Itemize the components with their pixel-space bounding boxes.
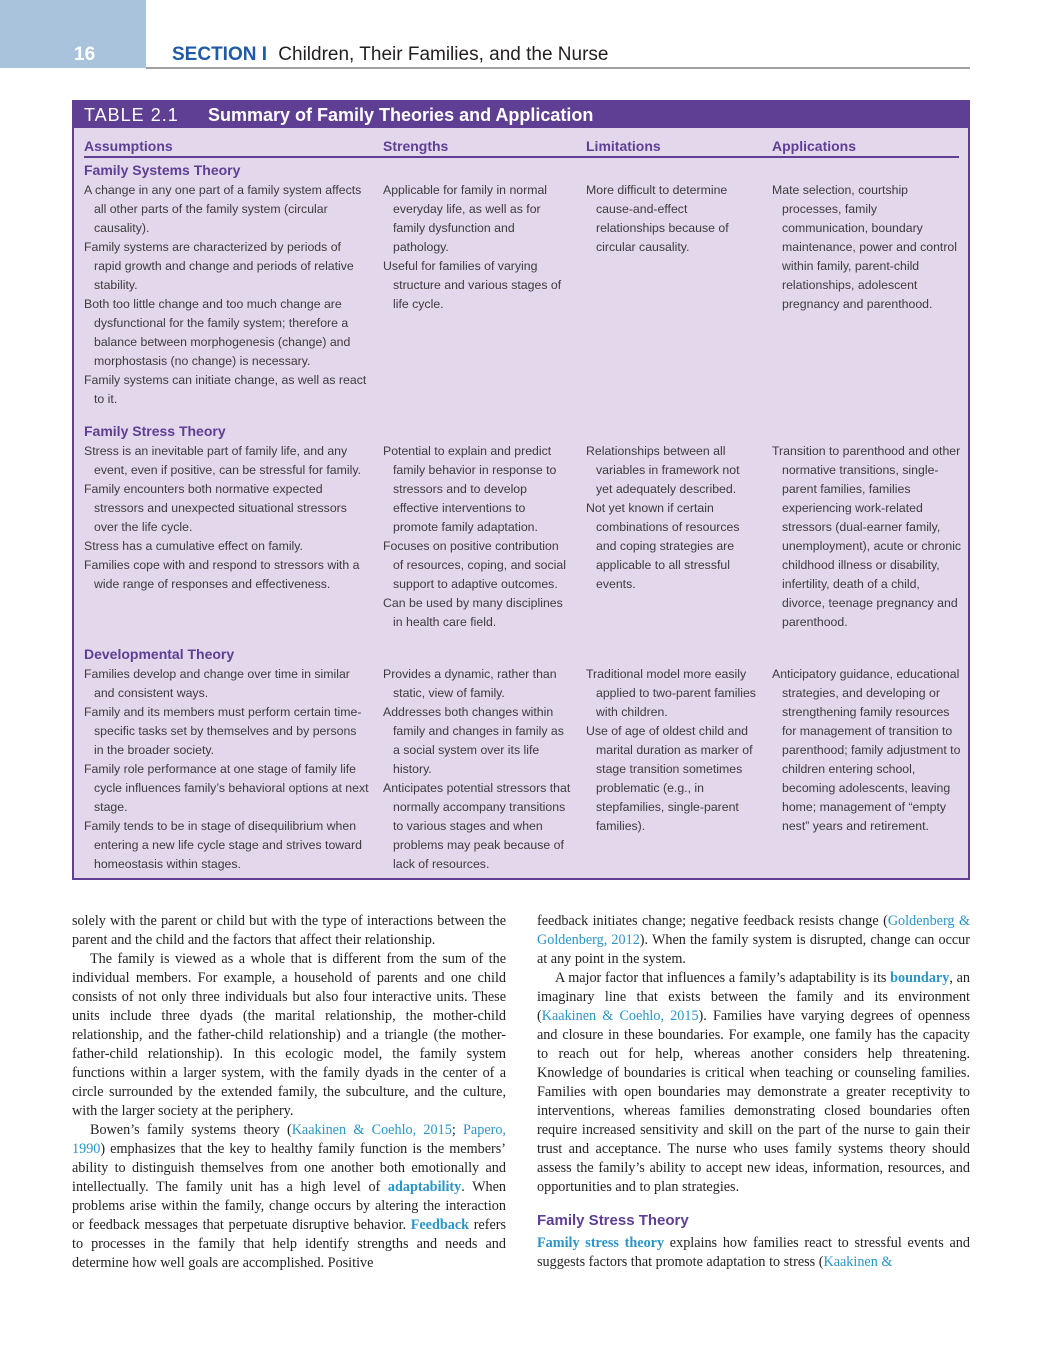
text-run: refers to processes in the family that help identify strengths and needs and determine how well goals are accomplished. Positive [72,1217,506,1271]
list-item: Focuses on positive contribution of resources, coping, and social support to adaptive outcomes. [383,539,566,591]
list-item: Addresses both changes within family and changes in family as a social system over its life history. [383,705,564,776]
col-head-assumptions: Assumptions [84,138,173,154]
strengths-cell [383,665,571,874]
text-run: A major factor that influences a family’s adaptability is its [555,970,891,986]
citation-link[interactable]: Papero, 1990 [72,1122,506,1157]
header-rule [146,67,970,69]
paragraph [537,1234,970,1272]
list-item: Family systems are characterized by periods of rapid growth and change and periods of relative stability. [84,240,354,292]
list-item: A change in any one part of a family system affects all other parts of the family system (circular causality). [84,183,362,235]
list-item: Not yet known if certain combinations of resources and coping strategies are applicable to all stressful events. [586,501,740,591]
page-number-tab [0,0,146,68]
assumptions-cell [84,181,369,409]
paragraph: solely with the parent or child but with the type of interactions between the parent and the child and the factors that affect their relationship. [72,913,506,948]
list-item: Family tends to be in stage of disequilibrium when entering a new life cycle stage and strives toward homeostasis within stages. [84,819,362,871]
citation-link[interactable]: Kaakinen & [823,1254,893,1270]
assumptions-cell [84,665,369,874]
table-number: TABLE 2.1 [84,105,179,125]
list-item: Anticipatory guidance, educational strategies, and developing or strengthening family resources for management of transition to parenthood; family adjustment to children entering school, becoming adolescents, leaving home; management of “empty nest” years and retirement. [772,667,961,833]
text-run: Bowen’s family systems theory ( [90,1122,292,1138]
paragraph: The family is viewed as a whole that is different from the sum of the individual members. For example, a household of parents and one child consists of not only three individuals but also four interactive units. These units include three dyads (the marital relationship, the mother-child relationship, and the father-child relationship) and a triangle (the mother-father-child relationship). In this ecologic model, the family system functions within a larger system, with the family dyads in the center of a circle surrounded by the extended family, the subculture, and the culture, with the larger society at the periphery. [72,951,506,1119]
list-item: More difficult to determine cause-and-effect relationships because of circular causality. [586,183,729,254]
paragraph [72,1121,506,1273]
limitations-cell [586,442,758,594]
glossary-term[interactable]: Feedback [410,1217,470,1233]
glossary-term[interactable]: boundary [890,970,950,986]
citation-link[interactable]: Goldenberg & Goldenberg, 2012 [537,913,970,948]
list-item: Families develop and change over time in similar and consistent ways. [84,667,350,700]
col-head-limitations: Limitations [586,138,661,154]
applications-cell [772,442,962,632]
list-item: Traditional model more easily applied to two-parent families with children. [586,667,756,719]
theory-heading: Developmental Theory [84,646,235,662]
paragraph [537,969,970,1197]
list-item: Useful for families of varying structure and various stages of life cycle. [383,259,562,311]
applications-cell [772,181,962,314]
body-column-left [72,912,506,1273]
text-run: feedback initiates change; negative feedback resists change ( [537,913,888,929]
list-item: Can be used by many disciplines in health care field. [383,596,563,629]
list-item: Applicable for family in normal everyday life, as well as for family dysfunction and pathology. [383,183,548,254]
running-head [172,44,608,66]
list-item: Family encounters both normative expected stressors and unexpected situational stressors over the life cycle. [84,482,347,534]
table-header-bar [74,102,968,128]
list-item: Potential to explain and predict family behavior in response to stressors and to develop effective interventions to promote family adaptation. [383,444,557,534]
list-item: Relationships between all variables in framework not yet adequately described. [586,444,740,496]
list-item: Anticipates potential stressors that normally accompany transitions to various stages and when problems may peak because of lack of resources. [383,781,571,871]
list-item: Family and its members must perform certain time-specific tasks set by themselves and by persons in the broader society. [84,705,362,757]
limitations-cell [586,181,758,257]
body-column-right [537,912,970,1272]
theories-table [72,100,970,880]
citation-link[interactable]: Kaakinen & Coehlo, 2015 [291,1122,452,1138]
list-item: Family systems can initiate change, as well as react to it. [84,373,367,406]
page-number: 16 [74,44,96,65]
text-run: ). Families have varying degrees of openness and closure in these boundaries. For example, one family has the capacity to reach out for help, whereas another considers help threatening. Knowledge of boundaries is critical when teaching or counseling families. Families with open boundaries may demonstrate a greater receptivity to interventions, whereas families demonstrating closed boundaries often require increased sensitivity and skill on the part of the nurse to gain their trust and acceptance. The nurse who uses family systems theory should assess the family’s ability to accept new ideas, information, resources, and opportunities and to plan strategies. [537,1008,970,1195]
list-item: Family role performance at one stage of family life cycle influences family’s behavioral options at next stage. [84,762,369,814]
strengths-cell [383,442,571,632]
list-item: Families cope with and respond to stressors with a wide range of responses and effectiveness. [84,558,360,591]
list-item: Stress is an inevitable part of family life, and any event, even if positive, can be stressful for family. [84,444,362,477]
text-run: explains how families react to stressful events and suggests factors that promote adaptation to stress ( [537,1235,970,1270]
text-run: ) emphasizes that the key to healthy family function is the members’ ability to distinguish themselves from one another both emotionally and intellectually. The family unit has a high level of [72,1141,506,1195]
text-run: , an imaginary line that exists between the family and its environment ( [537,970,970,1024]
col-head-applications: Applications [772,138,857,154]
applications-cell [772,665,962,836]
list-item: Provides a dynamic, rather than static, view of family. [383,667,557,700]
glossary-term[interactable]: Family stress theory [537,1235,665,1251]
strengths-cell [383,181,571,314]
list-item: Use of age of oldest child and marital duration as marker of stage transition sometimes problematic (e.g., in stepfamilies, single-parent families). [586,724,753,833]
table-title: Summary of Family Theories and Application [208,105,594,125]
text-run: . When problems arise within the family, change occurs by altering the interaction or feedback messages that perpetuate disruptive behavior. [72,1179,506,1233]
list-item: Both too little change and too much change are dysfunctional for the family system; therefore a balance between morphogenesis (change) and morphostasis (no change) is necessary. [84,297,351,368]
list-item: Stress has a cumulative effect on family. [84,539,303,553]
section-heading: Family Stress Theory [537,1212,689,1229]
text-run: ; [451,1122,464,1138]
section-title: Children, Their Families, and the Nurse [278,44,609,65]
col-head-strengths: Strengths [383,138,449,154]
assumptions-cell [84,442,369,594]
paragraph [537,912,970,969]
glossary-term[interactable]: adaptability [387,1179,462,1195]
citation-link[interactable]: Kaakinen & Coehlo, 2015 [541,1008,699,1024]
column-header-rule [84,156,959,158]
section-label: SECTION I [172,44,268,65]
limitations-cell [586,665,758,836]
theory-heading: Family Stress Theory [84,423,226,439]
list-item: Mate selection, courtship processes, family communication, boundary maintenance, power and control within family, parent-child relationships, adolescent pregnancy and parenthood. [772,183,957,311]
theory-heading: Family Systems Theory [84,162,241,178]
list-item: Transition to parenthood and other normative transitions, single-parent families, families experiencing work-related stressors (dual-earner family, unemployment), acute or chronic childhood illness or disability, infertility, death of a child, divorce, teenage pregnancy and parenthood. [772,444,962,629]
text-run: ). When the family system is disrupted, change can occur at any point in the system. [537,932,970,967]
